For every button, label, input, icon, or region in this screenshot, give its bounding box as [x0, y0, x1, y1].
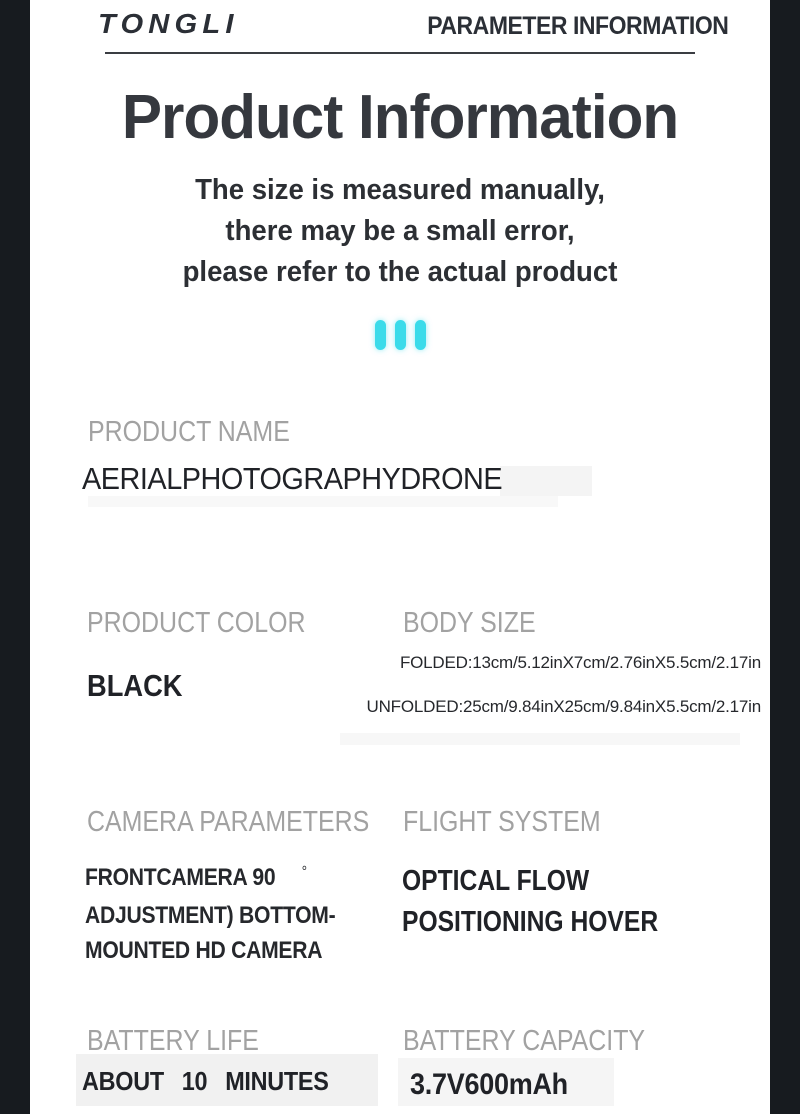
accent-bars-icon	[30, 320, 770, 350]
flight-system-label: FLIGHT SYSTEM	[403, 806, 601, 838]
header-divider	[105, 52, 695, 54]
jpeg-artifact	[88, 496, 558, 507]
battery-capacity-value: 3.7V600mAh	[410, 1068, 568, 1101]
accent-bar	[375, 320, 386, 350]
measurement-disclaimer	[49, 170, 752, 293]
body-size-label: BODY SIZE	[403, 607, 536, 639]
brand-logo: TONGLI	[98, 8, 239, 39]
product-name-value: AERIALPHOTOGRAPHYDRONE	[82, 461, 503, 496]
flight-value-line: POSITIONING HOVER	[402, 906, 659, 938]
camera-value-line: MOUNTED HD CAMERA	[85, 937, 323, 964]
body-size-folded: FOLDED:13cm/5.12inX7cm/2.76inX5.5cm/2.17in	[399, 653, 761, 672]
battery-capacity-label: BATTERY CAPACITY	[403, 1025, 646, 1057]
jpeg-artifact	[500, 466, 592, 496]
header-section-title: PARAMETER INFORMATION	[426, 12, 728, 40]
battery-life-value: ABOUT 10 MINUTES	[82, 1066, 329, 1096]
page-title: Product Information	[121, 83, 679, 152]
product-name-label: PRODUCT NAME	[88, 416, 290, 448]
flight-value-line: OPTICAL FLOW	[402, 865, 590, 897]
camera-parameters-label: CAMERA PARAMETERS	[87, 806, 370, 838]
camera-value-line: FRONTCAMERA 90 °	[85, 860, 335, 898]
flight-system-value	[402, 861, 658, 943]
degree-symbol: °	[301, 863, 307, 880]
product-color-value: BLACK	[87, 668, 183, 703]
disclaimer-line: please refer to the actual product	[182, 256, 618, 288]
product-info-sheet	[30, 0, 770, 1114]
camera-value-line: ADJUSTMENT) BOTTOM-	[85, 902, 336, 929]
accent-bar	[395, 320, 406, 350]
body-size-values	[270, 653, 761, 717]
product-color-label: PRODUCT COLOR	[87, 607, 306, 639]
camera-parameters-value	[85, 860, 335, 968]
jpeg-artifact	[340, 733, 740, 745]
accent-bar	[415, 320, 426, 350]
body-size-unfolded: UNFOLDED:25cm/9.84inX25cm/9.84inX5.5cm/2.17in	[366, 697, 761, 716]
disclaimer-line: there may be a small error,	[225, 215, 575, 247]
battery-life-label: BATTERY LIFE	[87, 1025, 259, 1057]
disclaimer-line: The size is measured manually,	[195, 174, 605, 206]
